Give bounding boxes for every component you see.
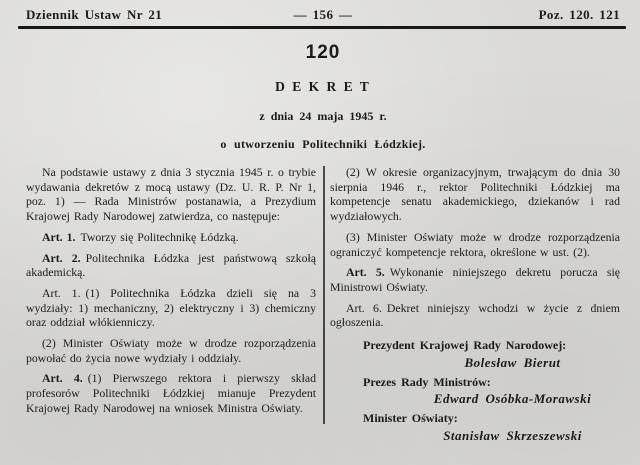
left-column (26, 165, 316, 447)
paragraph-text: Na podstawie ustawy z dnia 3 stycznia 1945 r. o trybie wydawania dekretów z mocą ustawy (Dz. U. R. P. Nr 1, poz. 1) — Rada Ministrów postanawia, a Prezydium Krajowej Rady Narodowej zatwierdza, co następuje: (26, 165, 316, 224)
decree-subject: o utworzeniu Politechniki Łódzkiej. (220, 137, 426, 151)
paragraph-art-3-ust-1 (26, 286, 316, 330)
journal-name: Dziennik Ustaw Nr 21 (26, 7, 163, 22)
signature-title: Prezydent Krajowej Rady Narodowej: (363, 338, 567, 353)
decree-item-number: 120 (305, 42, 341, 63)
header-rule (18, 26, 626, 29)
paragraph-text: (2) Minister Oświaty może w drodze rozporządzenia powołać do życia nowe wydziały i oddziały. (26, 336, 316, 365)
paragraph-text: Dekret niniejszy wchodzi w życie z dniem ogłoszenia. (330, 300, 620, 330)
decree-date: z dnia 24 maja 1945 r. (259, 109, 387, 123)
article-lead: Art. 5. (346, 265, 385, 280)
paragraph-art-6 (330, 301, 620, 330)
article-lead: Art. 6. (346, 300, 382, 315)
signature-name: Bolesław Bierut (464, 354, 561, 370)
page-number: — 156 — (293, 7, 353, 22)
paragraph-art-4-ust-2 (330, 165, 620, 224)
position-numbers: Poz. 120. 121 (538, 7, 620, 22)
paragraph-art-5 (330, 265, 620, 294)
paragraph-art-4 (26, 371, 316, 415)
paragraph-text: Wykonanie niniejszego dekretu porucza się Ministrowi Oświaty. (330, 265, 620, 294)
paragraph-text: (1) Politechnika Łódzka dzieli się na 3 wydziały: 1) mechaniczny, 2) elektryczny i 3) chemiczny oraz oddział włókienniczy. (26, 285, 316, 330)
right-column (330, 165, 620, 447)
paragraph-text: Politechnika Łódzka jest państwową szkołą akademicką. (26, 250, 316, 280)
paragraph-preamble (26, 165, 316, 224)
signature-name: Edward Osóbka-Morawski (433, 391, 592, 407)
signature-title: Prezes Rady Ministrów: (363, 374, 491, 389)
article-lead: Art. 4. (42, 371, 83, 386)
paragraph-art-4-ust-3 (330, 230, 620, 259)
signature-block (330, 338, 620, 444)
signature-name: Stanisław Skrzeszewski (443, 427, 582, 443)
signature-prime-minister (330, 375, 620, 408)
decree-title: D E K R E T (275, 79, 371, 94)
article-lead: Art. 1. (42, 285, 81, 300)
column-divider-rule (323, 166, 325, 424)
signature-president (330, 338, 620, 371)
paragraph-art-2 (26, 251, 316, 280)
body-columns (26, 165, 620, 447)
masthead (26, 7, 620, 23)
article-lead: Art. 2. (42, 250, 81, 265)
signature-title: Minister Oświaty: (363, 411, 458, 426)
paragraph-text: (3) Minister Oświaty może w drodze rozporządzenia ograniczyć kompetencje rektora, określone w ust. (2). (330, 229, 620, 259)
article-lead: Art. 1. (42, 229, 76, 244)
paragraph-text: (1) Pierwszego rektora i pierwszy skład profesorów Politechniki Łódzkiej mianuje Prezydent Krajowej Rady Narodowej na wniosek Ministra Oświaty. (26, 371, 316, 415)
signature-minister-education (330, 411, 620, 444)
paragraph-text: (2) W okresie organizacyjnym, trwającym do dnia 30 sierpnia 1946 r., rektor Politechniki Łódzkiej ma kompetencje senatu akademickiego, dziekanów i rad wydziałowych. (330, 165, 620, 224)
paragraph-art-1 (26, 230, 316, 245)
paragraph-text: Tworzy się Politechnikę Łódzką. (80, 229, 239, 244)
paragraph-art-3-ust-2 (26, 336, 316, 365)
